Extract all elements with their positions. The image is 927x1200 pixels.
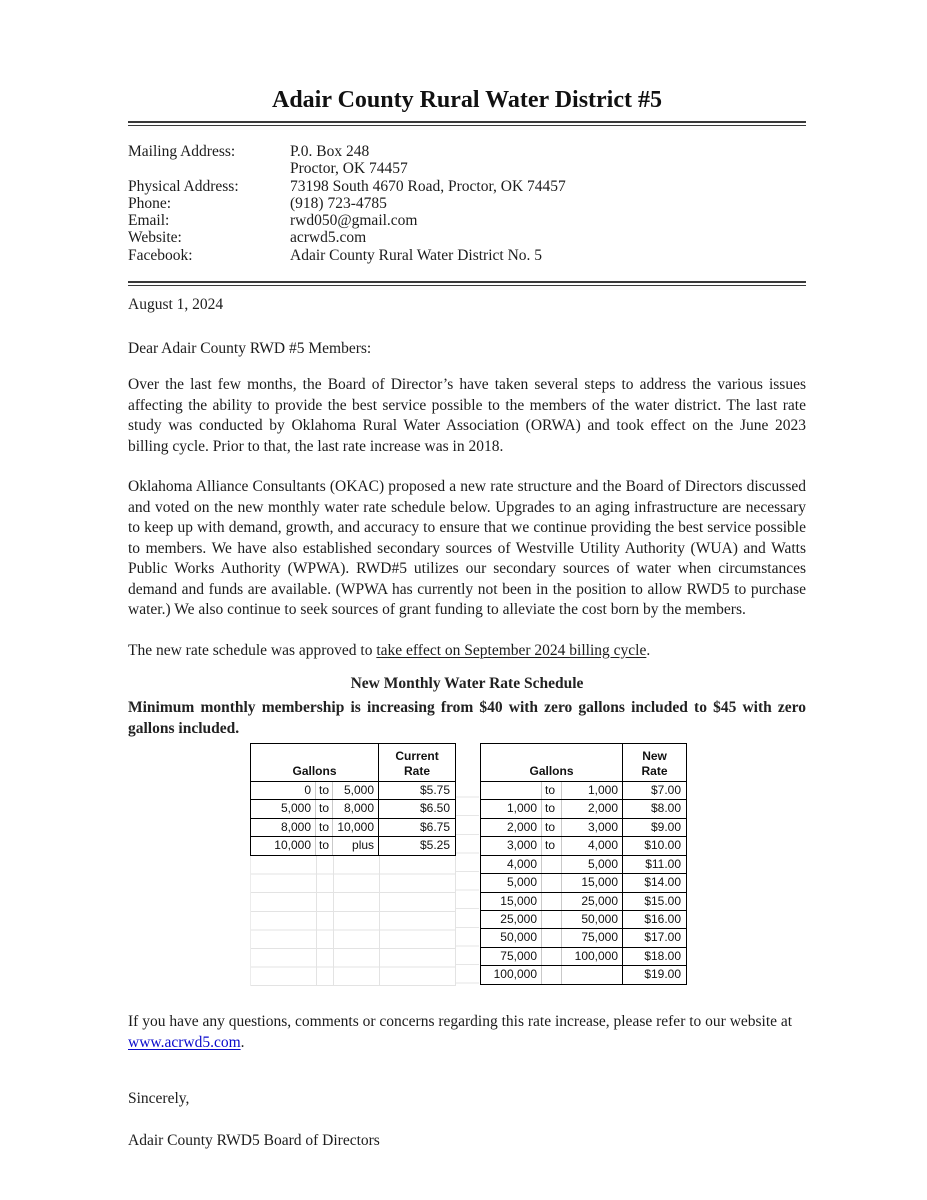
- cell-from: 10,000: [251, 837, 316, 855]
- rate-header-line2: Rate: [641, 764, 668, 779]
- letterhead-field-physical: [128, 178, 806, 195]
- cell-to: to: [316, 782, 333, 800]
- cell-to: [542, 874, 562, 892]
- cell-upper: 15,000: [562, 874, 623, 892]
- field-label: Website:: [128, 229, 182, 247]
- approval-line: [128, 641, 806, 662]
- table-row: [481, 818, 687, 836]
- cell-upper: 3,000: [562, 818, 623, 836]
- cell-upper: [562, 966, 623, 984]
- letterhead-field-facebook: [128, 247, 806, 264]
- letterhead-field-website: [128, 229, 806, 246]
- cell-from: 25,000: [481, 910, 542, 928]
- website-link[interactable]: www.acrwd5.com: [128, 1033, 241, 1051]
- table-header-row: [251, 744, 456, 782]
- field-value: [290, 143, 806, 178]
- table-row: [481, 874, 687, 892]
- cell-rate: $5.25: [379, 837, 456, 855]
- cell-from: 8,000: [251, 818, 316, 836]
- cell-rate: $7.00: [623, 782, 687, 800]
- cell-from: 4,000: [481, 855, 542, 873]
- empty-spreadsheet-grid: [250, 856, 456, 986]
- cell-from: 75,000: [481, 947, 542, 965]
- title-divider: [128, 121, 806, 126]
- cell-from: 15,000: [481, 892, 542, 910]
- cell-to: [542, 966, 562, 984]
- table-row: [251, 837, 456, 855]
- letter-date: August 1, 2024: [128, 296, 224, 314]
- cell-rate: $6.75: [379, 818, 456, 836]
- cell-upper: 4,000: [562, 837, 623, 855]
- cell-to: to: [542, 782, 562, 800]
- cell-to: to: [316, 837, 333, 855]
- approval-suffix: .: [646, 641, 651, 659]
- approval-prefix: The new rate schedule was approved to: [128, 641, 377, 659]
- cell-rate: $11.00: [623, 855, 687, 873]
- table-row: [251, 818, 456, 836]
- field-value: Adair County Rural Water District No. 5: [290, 246, 543, 264]
- cell-rate: $8.00: [623, 800, 687, 818]
- field-label: Physical Address:: [128, 177, 239, 195]
- table-row: [251, 800, 456, 818]
- schedule-heading: New Monthly Water Rate Schedule: [350, 675, 584, 693]
- cell-rate: $6.50: [379, 800, 456, 818]
- closing-prefix: If you have any questions, comments or concerns regarding this rate increase, please refer to our website at: [128, 1013, 793, 1031]
- field-value: (918) 723-4785: [290, 194, 387, 212]
- cell-rate: $15.00: [623, 892, 687, 910]
- table-row: [481, 782, 687, 800]
- field-value: rwd050@gmail.com: [290, 212, 418, 230]
- rate-tables: [128, 743, 806, 990]
- current-rate-table: [250, 743, 456, 856]
- cell-upper: 100,000: [562, 947, 623, 965]
- mailing-line-2: Proctor, OK 74457: [290, 160, 408, 178]
- cell-upper: plus: [333, 837, 379, 855]
- cell-from: [481, 782, 542, 800]
- table-row: [481, 947, 687, 965]
- cell-from: 1,000: [481, 800, 542, 818]
- cell-to: to: [542, 837, 562, 855]
- cell-rate: $5.75: [379, 782, 456, 800]
- new-rate-table: [480, 743, 687, 984]
- cell-rate: $16.00: [623, 910, 687, 928]
- table-row: [481, 966, 687, 984]
- cell-upper: 8,000: [333, 800, 379, 818]
- page-title: Adair County Rural Water District #5: [272, 87, 662, 113]
- table-row: [251, 782, 456, 800]
- field-label: Mailing Address:: [128, 143, 236, 160]
- cell-from: 50,000: [481, 929, 542, 947]
- table-row: [481, 800, 687, 818]
- rate-header-line2: Rate: [404, 764, 431, 779]
- signature-line: Adair County RWD5 Board of Directors: [128, 1132, 380, 1150]
- signoff: Sincerely,: [128, 1090, 190, 1108]
- letterhead-divider: [128, 281, 806, 286]
- cell-to: [542, 929, 562, 947]
- field-label: Email:: [128, 212, 170, 230]
- cell-rate: $10.00: [623, 837, 687, 855]
- spreadsheet-gridline-stubs: [456, 779, 479, 986]
- table-row: [481, 892, 687, 910]
- closing-suffix: .: [240, 1033, 245, 1051]
- cell-to: [542, 855, 562, 873]
- letterhead-field-phone: [128, 195, 806, 212]
- table-header-row: [481, 744, 687, 782]
- table-row: [481, 837, 687, 855]
- cell-from: 0: [251, 782, 316, 800]
- cell-upper: 2,000: [562, 800, 623, 818]
- field-label: Facebook:: [128, 246, 193, 264]
- letterhead-field-mailing: [128, 143, 806, 178]
- gallons-header: Gallons: [251, 744, 379, 782]
- cell-to: to: [316, 800, 333, 818]
- cell-rate: $9.00: [623, 818, 687, 836]
- cell-upper: 50,000: [562, 910, 623, 928]
- paragraph-new-structure: Oklahoma Alliance Consultants (OKAC) proposed a new rate structure and the Board of Directors discussed and voted on the new monthly water rate schedule below. Upgrades to an aging infrastructure are necessary to keep up with demand, growth, and accuracy to ensure that we continue providing the best service possible to members. We have also established secondary sources of Westville Utility Authority (WUA) and Watts Public Works Authority (WPWA). RWD#5 utilizes our secondary sources of water when circumstances demand and funds are available. (WPWA has currently not been in the position to allow RWD5 to purchase water.) We also continue to seek sources of grant funding to alleviate the cost born by the members.: [128, 478, 806, 619]
- approval-effective-date: take effect on September 2024 billing cycle: [376, 641, 647, 659]
- cell-rate: $18.00: [623, 947, 687, 965]
- new-rate-header: [623, 744, 687, 782]
- cell-from: 3,000: [481, 837, 542, 855]
- field-label: Phone:: [128, 194, 172, 212]
- cell-upper: 10,000: [333, 818, 379, 836]
- mailing-line-1: P.0. Box 248: [290, 143, 370, 160]
- cell-to: [542, 947, 562, 965]
- cell-to: to: [316, 818, 333, 836]
- rate-header-line1: New: [642, 749, 667, 764]
- schedule-note: Minimum monthly membership is increasing from $40 with zero gallons included to $45 with zero gallons included.: [128, 699, 806, 738]
- cell-from: 2,000: [481, 818, 542, 836]
- cell-upper: 1,000: [562, 782, 623, 800]
- table-row: [481, 910, 687, 928]
- cell-upper: 25,000: [562, 892, 623, 910]
- table-row: [481, 855, 687, 873]
- table-row: [481, 929, 687, 947]
- cell-to: [542, 910, 562, 928]
- gallons-header: Gallons: [481, 744, 623, 782]
- cell-upper: 75,000: [562, 929, 623, 947]
- field-value: 73198 South 4670 Road, Proctor, OK 74457: [290, 177, 566, 195]
- cell-rate: $19.00: [623, 966, 687, 984]
- cell-rate: $17.00: [623, 929, 687, 947]
- cell-from: 100,000: [481, 966, 542, 984]
- cell-rate: $14.00: [623, 874, 687, 892]
- field-value: acrwd5.com: [290, 229, 367, 247]
- paragraph-rate-history: Over the last few months, the Board of Director’s have taken several steps to address the various issues affecting the ability to provide the best service possible to the members of the water district. The last rate study was conducted by Oklahoma Rural Water Association (ORWA) and took effect on the June 2023 billing cycle. Prior to that, the last rate increase was in 2018.: [128, 376, 806, 455]
- salutation: Dear Adair County RWD #5 Members:: [128, 340, 372, 358]
- cell-to: to: [542, 818, 562, 836]
- current-rate-header: [379, 744, 456, 782]
- letterhead-block: [128, 143, 806, 264]
- letterhead-field-email: [128, 212, 806, 229]
- closing-paragraph: [128, 1012, 806, 1053]
- cell-upper: 5,000: [562, 855, 623, 873]
- cell-to: to: [542, 800, 562, 818]
- cell-from: 5,000: [481, 874, 542, 892]
- cell-from: 5,000: [251, 800, 316, 818]
- rate-header-line1: Current: [395, 749, 439, 764]
- cell-to: [542, 892, 562, 910]
- cell-upper: 5,000: [333, 782, 379, 800]
